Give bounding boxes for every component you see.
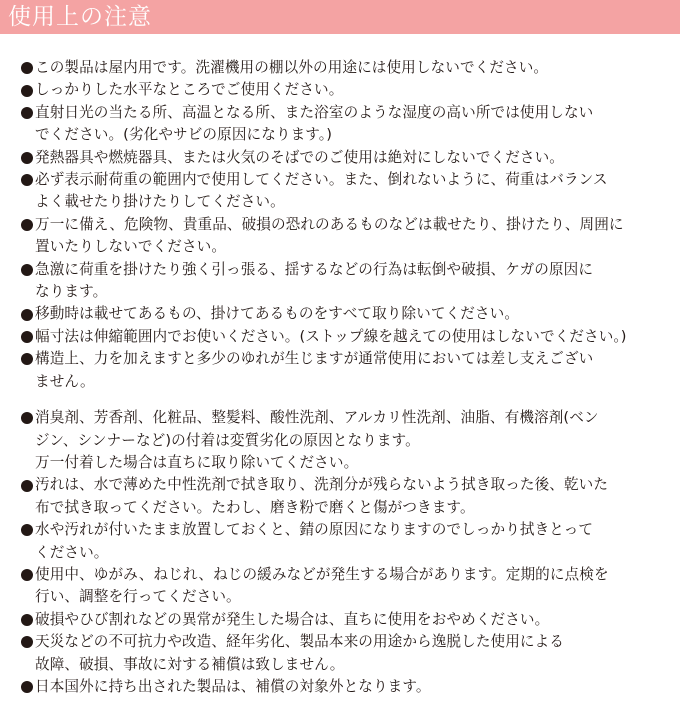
note-text: しっかりした水平なところでご使用ください。	[35, 81, 344, 99]
bullet-icon	[18, 169, 35, 191]
note-text: 幅寸法は伸縮範囲内でお使いください。(ストップ線を越えての使用はしないでください。)	[35, 327, 627, 345]
bullet-icon	[18, 348, 35, 370]
bullet-icon	[18, 57, 35, 79]
bullet-dot	[21, 264, 33, 276]
note-item	[18, 102, 662, 147]
bullet-dot	[21, 174, 33, 186]
notes-section	[0, 57, 680, 698]
note-item	[18, 631, 662, 676]
note-item	[18, 407, 662, 452]
notes-group-2	[18, 407, 662, 698]
note-text: 直射日光の当たる所、高温となる所、また浴室のような湿度の高い所では使用しない でください。(劣化やサビの原因になります。)	[35, 103, 594, 144]
note-item	[18, 79, 662, 101]
note-text: 構造上、力を加えますと多少のゆれが生じますが通常使用においては差し支えござい ません。	[35, 350, 594, 390]
note-item	[18, 609, 662, 631]
note-item	[18, 259, 662, 304]
note-text: 日本国外に持ち出された製品は、補償の対象外となります。	[35, 677, 431, 695]
bullet-dot	[21, 219, 33, 231]
bullet-dot	[21, 152, 33, 164]
note-text: 必ず表示耐荷重の範囲内で使用してください。また、倒れないように、荷重はバランス よく載せたり掛けたりしてください。	[35, 171, 608, 211]
page-title: 使用上の注意	[8, 4, 152, 30]
note-item	[18, 348, 662, 393]
note-text: この製品は屋内用です。洗濯機用の棚以外の用途には使用しないでください。	[35, 59, 549, 76]
bullet-icon	[18, 474, 35, 496]
bullet-icon	[18, 147, 35, 169]
bullet-dot	[21, 62, 33, 74]
bullet-icon	[18, 631, 35, 653]
bullet-dot	[21, 480, 33, 492]
note-item	[18, 676, 662, 698]
bullet-dot	[21, 85, 33, 97]
notes-group-1	[18, 57, 662, 393]
bullet-dot	[21, 331, 33, 343]
note-item	[18, 519, 662, 564]
bullet-icon	[18, 79, 35, 101]
note-item	[18, 57, 662, 79]
note-text: 使用中、ゆがみ、ねじれ、ねじの緩みなどが発生する場合があります。定期的に点検を 行い、調整を行ってください。	[35, 565, 609, 606]
note-text: 破損やひび割れなどの異常が発生した場合は、直ちに使用をおやめください。	[35, 610, 550, 628]
bullet-dot	[21, 614, 33, 626]
bullet-icon	[18, 102, 35, 124]
note-item	[18, 214, 662, 259]
bullet-icon	[18, 519, 35, 541]
note-text: 消臭剤、芳香剤、化粧品、整髪料、酸性洗剤、アルカリ性洗剤、油脂、有機溶剤(ベン ジン、シンナーなど)の付着は変質劣化の原因となります。	[35, 409, 599, 449]
note-text: 急激に荷重を掛けたり強く引っ張る、揺するなどの行為は転倒や破損、ケガの原因に なります。	[35, 260, 594, 301]
note-item	[18, 326, 662, 348]
bullet-icon	[18, 609, 35, 631]
bullet-icon	[18, 303, 35, 325]
bullet-dot	[21, 636, 33, 648]
bullet-dot	[21, 107, 33, 119]
bullet-icon	[18, 326, 35, 348]
note-item	[18, 474, 662, 519]
bullet-icon	[18, 259, 35, 281]
bullet-icon	[18, 407, 35, 429]
note-item	[18, 169, 662, 214]
bullet-dot	[21, 309, 33, 321]
note-text: 汚れは、水で薄めた中性洗剤で拭き取り、洗剤分が残らないよう拭き取った後、乾いた 布で拭き取ってください。たわし、磨き粉で磨くと傷がつきます。	[35, 476, 609, 516]
note-text: 天災などの不可抗力や改造、経年劣化、製品本来の用途から逸脱した使用による 故障、破損、事故に対する補償は致しません。	[35, 633, 564, 673]
bullet-dot	[21, 353, 33, 365]
bullet-icon	[18, 214, 35, 236]
note-item	[18, 564, 662, 609]
bullet-dot	[21, 569, 33, 581]
bullet-dot	[21, 524, 33, 536]
note-text: 移動時は載せてあるもの、掛けてあるものをすべて取り除いてください。	[35, 305, 520, 323]
note-text: 万一に備え、危険物、貴重品、破損の恐れのあるものなどは載せたり、掛けたり、周囲に 置いたりしないでください。	[35, 215, 624, 256]
bullet-icon	[18, 676, 35, 698]
note-item	[18, 452, 662, 474]
bullet-icon	[18, 564, 35, 586]
note-item	[18, 147, 662, 169]
note-text: 万一付着した場合は直ちに取り除いてください。	[35, 453, 359, 471]
bullet-dot	[21, 681, 33, 693]
note-item	[18, 303, 662, 325]
bullet-spacer	[18, 452, 35, 474]
note-text: 発熱器具や燃焼器具、または火気のそばでのご使用は絶対にしないでください。	[35, 148, 564, 166]
header-banner	[0, 0, 680, 34]
bullet-dot	[21, 412, 33, 424]
note-text: 水や汚れが付いたまま放置しておくと、錆の原因になりますのでしっかり拭きとって ください。	[35, 521, 594, 561]
